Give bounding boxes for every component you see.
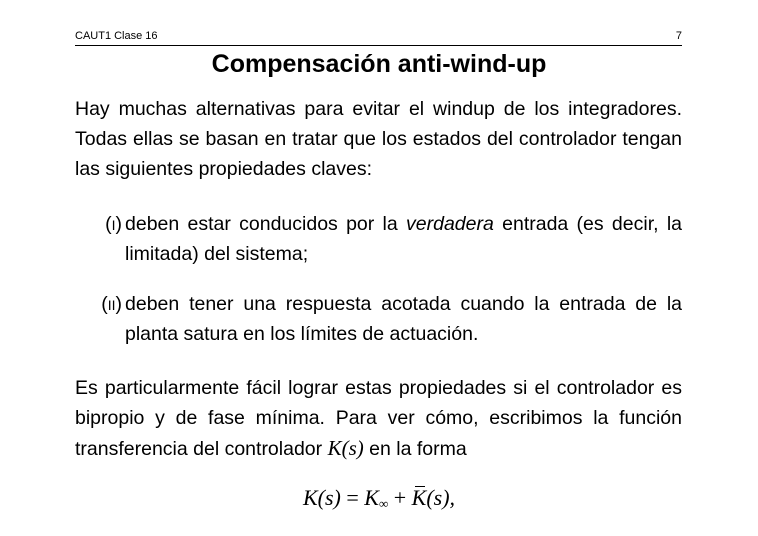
list-item-1-text: deben estar conducidos por la verdadera entrada (es decir, la limitada) del sistema;: [125, 213, 682, 265]
list-item-2-number: (II): [101, 293, 122, 315]
header-course: CAUT1 Clase 16: [75, 30, 158, 42]
list-item-1: [75, 209, 682, 269]
outro-paragraph: Es particularmente fácil lograr estas propiedades si el controlador es bipropio y de fase mínima. Para ver cómo, escribimos la función transferencia del controlador K(s) en la forma: [75, 377, 682, 460]
header-rule: [75, 45, 682, 46]
emphasis-verdadera: verdadera: [406, 213, 494, 235]
k-bar-symbol: K: [411, 485, 427, 510]
list-item-2: [75, 289, 682, 349]
slide-title: Compensación anti-wind-up: [211, 50, 547, 78]
header-page-number: 7: [675, 30, 682, 42]
math-symbol-ks: K(s): [327, 436, 364, 460]
equation: $K(s) = K_\infty + K(s)$,: [302, 485, 456, 511]
list-item-1-number: (I): [105, 213, 122, 235]
list-item-2-text: deben tener una respuesta acotada cuando la entrada de la planta satura en los límites de actuación.: [125, 293, 682, 345]
intro-paragraph: Hay muchas alternativas para evitar el windup de los integradores. Todas ellas se basan en tratar que los estados del controlador tengan las siguientes propiedades claves:: [75, 98, 682, 180]
